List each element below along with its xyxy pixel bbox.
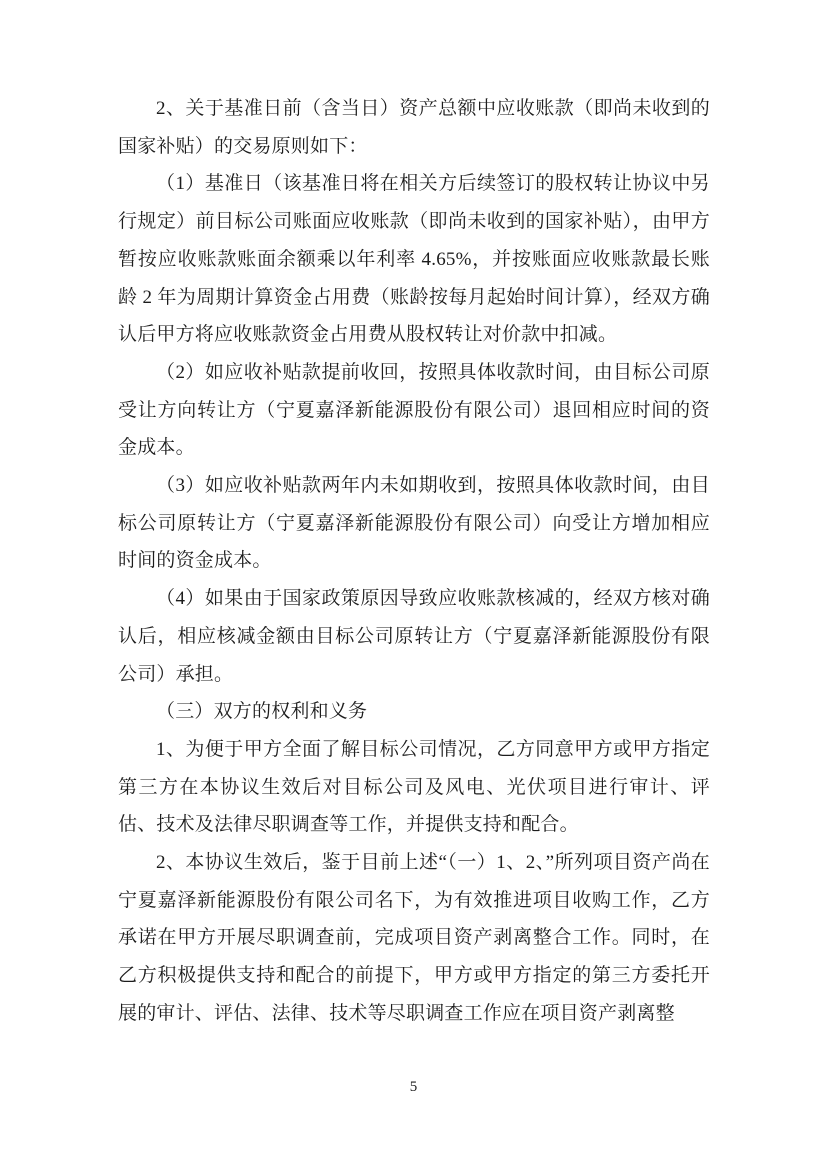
page-number: 5	[409, 1079, 418, 1095]
paragraph-rights-2: 2、本协议生效后，鉴于目前上述“（一）1、2、”所列项目资产尚在宁夏嘉泽新能源股份有限公司名下，为有效推进项目收购工作，乙方承诺在甲方开展尽职调查前，完成项目资产剥离整合工作。同时，在乙方积极提供支持和配合的前提下，甲方或甲方指定的第三方委托开展的审计、评估、法律、技术等尽职调查工作应在项目资产剥离整	[118, 852, 710, 1024]
paragraph-clause-2-intro: 2、关于基准日前（含当日）资产总额中应收账款（即尚未收到的国家补贴）的交易原则如下：	[118, 98, 710, 157]
paragraph-item-4: （4）如果由于国家政策原因导致应收账款核减的，经双方核对确认后，相应核减金额由目标公司原转让方（宁夏嘉泽新能源股份有限公司）承担。	[118, 588, 710, 685]
paragraph-item-2: （2）如应收补贴款提前收回，按照具体收款时间，由目标公司原受让方向转让方（宁夏嘉泽新能源股份有限公司）退回相应时间的资金成本。	[118, 361, 710, 459]
paragraph-rights-1: 1、为便于甲方全面了解目标公司情况，乙方同意甲方或甲方指定第三方在本协议生效后对目标公司及风电、光伏项目进行审计、评估、技术及法律尽职调查等工作，并提供支持和配合。	[118, 738, 710, 836]
paragraph-item-1: （1）基准日（该基准日将在相关方后续签订的股权转让协议中另行规定）前目标公司账面应收账款（即尚未收到的国家补贴），由甲方暂按应收账款账面余额乘以年利率 4.65%，并按账面应收账款最长账龄 2 年为周期计算资金占用费（账龄按每月起始时间计算），经双方确认后甲方将应收账款资金占用费从股权转让对价款中扣减。	[118, 173, 710, 346]
document-body	[118, 90, 710, 1033]
paragraph-section-3-heading: （三）双方的权利和义务	[156, 701, 368, 723]
paragraph-item-3: （3）如应收补贴款两年内未如期收到，按照具体收款时间，由目标公司原转让方（宁夏嘉泽新能源股份有限公司）向受让方增加相应时间的资金成本。	[118, 475, 710, 572]
